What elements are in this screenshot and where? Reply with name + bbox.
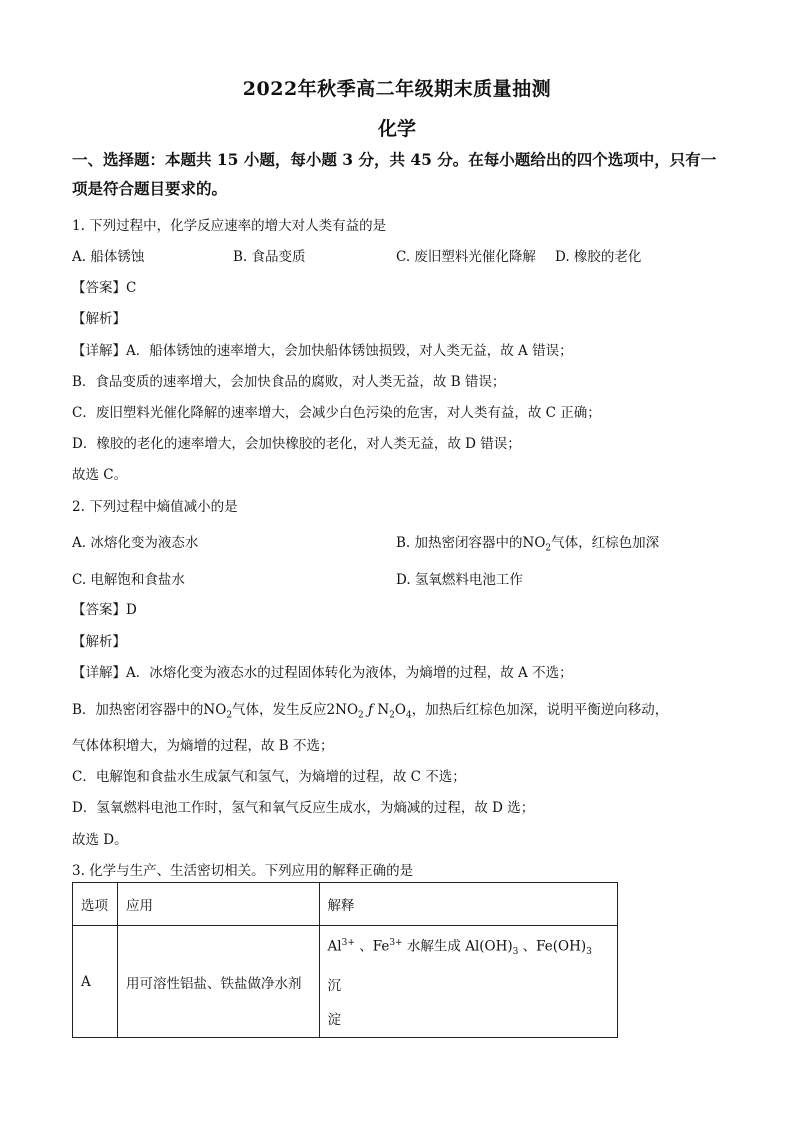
q2-detail-b: B．加热密闭容器中的$NO_2$气体，发生反应$2NO_2$ ƒ $N_2O_4$，加热后红棕色加深，说明平衡逆向移动， [72,702,669,721]
q2-option-a: A. 冰熔化变为液态水 [72,535,199,551]
q2-option-b [396,531,659,554]
q2-option-b-pre: B. 加热密闭容器中的 [396,535,523,551]
q1-detail-b: B．食品变质的速率增大，会加快食品的腐败，对人类无益，故 B 错误； [72,374,506,390]
table-header-application: 应用 [117,883,319,926]
q1-option-c: C. 废旧塑料光催化降解 [396,249,536,265]
table-row [73,926,618,1038]
q1-stem: 1. 下列过程中，化学反应速率的增大对人类有益的是 [72,218,387,234]
q1-detail-a: 【详解】A．船体锈蚀的速率增大，会加快船体锈蚀损毁，对人类无益，故 A 错误； [72,343,573,359]
q2-detail-b-cont: 气体体积增大，为熵增的过程，故 B 不选； [72,738,334,754]
table-cell-application: 用可溶性铝盐、铁盐做净水剂 [117,926,319,1038]
q2-answer: 【答案】D [72,602,137,618]
exam-title: 2022年秋季高二年级期末质量抽测 [242,78,552,100]
q1-conclusion: 故选 C。 [72,467,128,483]
table-header-option: 选项 [73,883,118,926]
q3-table [72,882,618,1038]
q3-stem: 3. 化学与生产、生活密切相关。下列应用的解释正确的是 [72,863,414,879]
q1-option-b: B. 食品变质 [233,249,306,265]
table-cell-explanation [319,926,617,1038]
q2-option-b-post: 气体，红棕色加深 [551,535,660,551]
q1-analysis-label: 【解析】 [72,311,126,327]
q1-answer: 【答案】C [72,280,137,296]
table-cell-option: A [73,926,118,1038]
equilibrium-equation: $2NO_2$ ƒ $N_2O_4$ [326,702,412,721]
q1-detail-d: D．橡胶的老化的速率增大，会加快橡胶的老化，对人类无益，故 D 错误； [72,436,521,452]
q2-stem: 2. 下列过程中熵值减小的是 [72,499,238,515]
section-heading-line1: 一、选择题：本题共 15 小题，每小题 3 分，共 45 分。在每小题给出的四个选项中，只有一 [72,150,717,169]
q2-detail-a: 【详解】A．冰熔化变为液态水的过程固体转化为液体，为熵增的过程，故 A 不选； [72,665,573,681]
q2-option-c: C. 电解饱和食盐水 [72,572,185,588]
table-header-row [73,883,618,926]
q2-detail-d: D．氢氧燃料电池工作时，氢气和氧气反应生成水，为熵减的过程，故 D 选； [72,800,535,816]
explanation-line1: $Al^{3+}$ 、$Fe^{3+}$ 水解生成 $Al(OH)_3$ 、$Fe(OH)_3$ 沉 [327,938,592,995]
q1-option-d: D. 橡胶的老化 [555,249,642,265]
no2-formula: $NO_2$ [203,702,233,721]
q2-detail-c: C．电解饱和食盐水生成氯气和氢气，为熵增的过程，故 C 不选； [72,769,466,785]
q1-detail-c: C．废旧塑料光催化降解的速率增大，会减少白色污染的危害，对人类有益，故 C 正确； [72,405,601,421]
section-heading-line2: 项是符合题目要求的。 [72,179,228,198]
q1-option-a: A. 船体锈蚀 [72,249,145,265]
q2-analysis-label: 【解析】 [72,634,126,650]
section-heading [72,145,732,203]
table-header-explanation: 解释 [319,883,617,926]
explanation-line2: 淀 [327,1012,342,1029]
subject-title: 化学 [377,118,416,140]
q2-conclusion: 故选 D。 [72,832,128,848]
q2-option-d: D. 氢氧燃料电池工作 [396,572,523,588]
no2-formula: $NO_2$ [522,535,552,554]
